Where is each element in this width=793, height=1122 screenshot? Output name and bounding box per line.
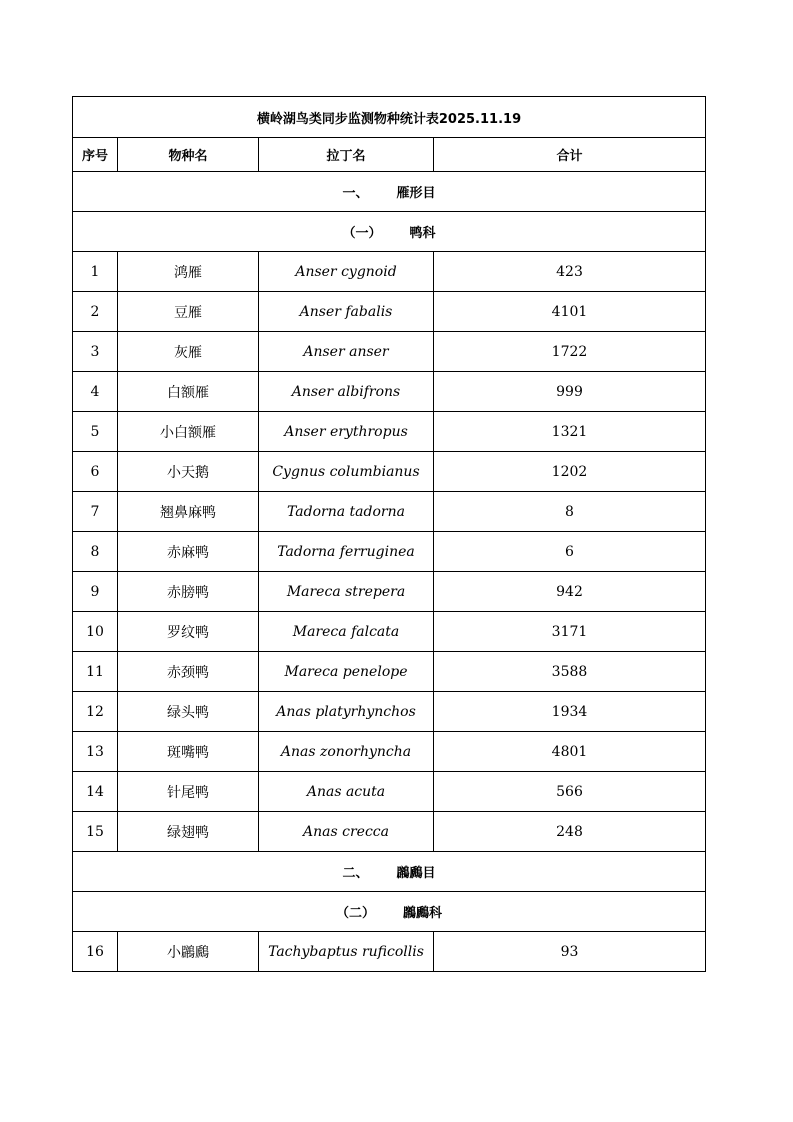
table-row <box>73 652 706 692</box>
row-index: 5 <box>73 412 118 452</box>
family-number: （二） <box>335 906 375 921</box>
row-index: 8 <box>73 532 118 572</box>
row-species-name: 小天鹅 <box>118 452 259 492</box>
family-name: 鸊鷉科 <box>403 906 443 921</box>
row-total: 423 <box>434 252 706 292</box>
row-latin-name: Anas crecca <box>259 812 434 852</box>
row-species-name: 绿翅鸭 <box>118 812 259 852</box>
row-latin-name: Mareca strepera <box>259 572 434 612</box>
row-latin-name: Anas zonorhyncha <box>259 732 434 772</box>
row-latin-name: Tachybaptus ruficollis <box>259 932 434 972</box>
row-species-name: 赤麻鸭 <box>118 532 259 572</box>
row-total: 1934 <box>434 692 706 732</box>
order-name: 雁形目 <box>396 186 436 201</box>
row-index: 4 <box>73 372 118 412</box>
table-row <box>73 572 706 612</box>
row-latin-name: Anser anser <box>259 332 434 372</box>
row-species-name: 斑嘴鸭 <box>118 732 259 772</box>
row-species-name: 赤颈鸭 <box>118 652 259 692</box>
row-species-name: 小白额雁 <box>118 412 259 452</box>
family-cell <box>73 892 706 932</box>
family-name: 鸭科 <box>409 226 436 241</box>
row-index: 7 <box>73 492 118 532</box>
table-row <box>73 692 706 732</box>
table-row <box>73 332 706 372</box>
header-latin: 拉丁名 <box>259 138 434 172</box>
row-index: 2 <box>73 292 118 332</box>
row-latin-name: Anser erythropus <box>259 412 434 452</box>
header-row <box>73 138 706 172</box>
row-latin-name: Anser fabalis <box>259 292 434 332</box>
row-total: 3588 <box>434 652 706 692</box>
table-row <box>73 532 706 572</box>
row-total: 1321 <box>434 412 706 452</box>
row-total: 1202 <box>434 452 706 492</box>
header-index: 序号 <box>73 138 118 172</box>
table-row <box>73 932 706 972</box>
row-total: 6 <box>434 532 706 572</box>
row-species-name: 翘鼻麻鸭 <box>118 492 259 532</box>
row-total: 93 <box>434 932 706 972</box>
table-row <box>73 452 706 492</box>
row-species-name: 灰雁 <box>118 332 259 372</box>
order-cell <box>73 852 706 892</box>
order-row <box>73 172 706 212</box>
row-latin-name: Anas acuta <box>259 772 434 812</box>
row-total: 8 <box>434 492 706 532</box>
row-latin-name: Cygnus columbianus <box>259 452 434 492</box>
row-species-name: 小鸊鷉 <box>118 932 259 972</box>
table-row <box>73 612 706 652</box>
row-species-name: 鸿雁 <box>118 252 259 292</box>
row-index: 15 <box>73 812 118 852</box>
order-row <box>73 852 706 892</box>
row-total: 4101 <box>434 292 706 332</box>
order-cell <box>73 172 706 212</box>
row-latin-name: Anser albifrons <box>259 372 434 412</box>
row-latin-name: Mareca penelope <box>259 652 434 692</box>
row-index: 12 <box>73 692 118 732</box>
row-index: 3 <box>73 332 118 372</box>
header-total: 合计 <box>434 138 706 172</box>
row-total: 566 <box>434 772 706 812</box>
row-index: 9 <box>73 572 118 612</box>
row-latin-name: Tadorna tadorna <box>259 492 434 532</box>
table-row <box>73 812 706 852</box>
row-total: 999 <box>434 372 706 412</box>
table-title: 横岭湖鸟类同步监测物种统计表2025.11.19 <box>73 97 706 138</box>
row-species-name: 白额雁 <box>118 372 259 412</box>
table-body <box>73 97 706 972</box>
row-index: 1 <box>73 252 118 292</box>
family-cell <box>73 212 706 252</box>
header-species: 物种名 <box>118 138 259 172</box>
family-number: （一） <box>342 226 382 241</box>
table-row <box>73 252 706 292</box>
row-total: 942 <box>434 572 706 612</box>
row-index: 11 <box>73 652 118 692</box>
row-latin-name: Anas platyrhynchos <box>259 692 434 732</box>
row-species-name: 绿头鸭 <box>118 692 259 732</box>
row-total: 3171 <box>434 612 706 652</box>
row-species-name: 针尾鸭 <box>118 772 259 812</box>
row-total: 4801 <box>434 732 706 772</box>
table-row <box>73 292 706 332</box>
table-row <box>73 732 706 772</box>
order-name: 鸊鷉目 <box>396 866 436 881</box>
row-species-name: 罗纹鸭 <box>118 612 259 652</box>
row-index: 10 <box>73 612 118 652</box>
order-number: 一、 <box>342 186 369 201</box>
row-total: 1722 <box>434 332 706 372</box>
table-row <box>73 492 706 532</box>
row-latin-name: Tadorna ferruginea <box>259 532 434 572</box>
family-row <box>73 212 706 252</box>
row-species-name: 豆雁 <box>118 292 259 332</box>
row-index: 6 <box>73 452 118 492</box>
table-row <box>73 372 706 412</box>
row-latin-name: Mareca falcata <box>259 612 434 652</box>
row-total: 248 <box>434 812 706 852</box>
row-index: 16 <box>73 932 118 972</box>
row-index: 13 <box>73 732 118 772</box>
row-species-name: 赤膀鸭 <box>118 572 259 612</box>
title-row <box>73 97 706 138</box>
table-row <box>73 772 706 812</box>
table-row <box>73 412 706 452</box>
row-latin-name: Anser cygnoid <box>259 252 434 292</box>
order-number: 二、 <box>342 866 369 881</box>
species-count-table <box>72 96 706 972</box>
family-row <box>73 892 706 932</box>
row-index: 14 <box>73 772 118 812</box>
